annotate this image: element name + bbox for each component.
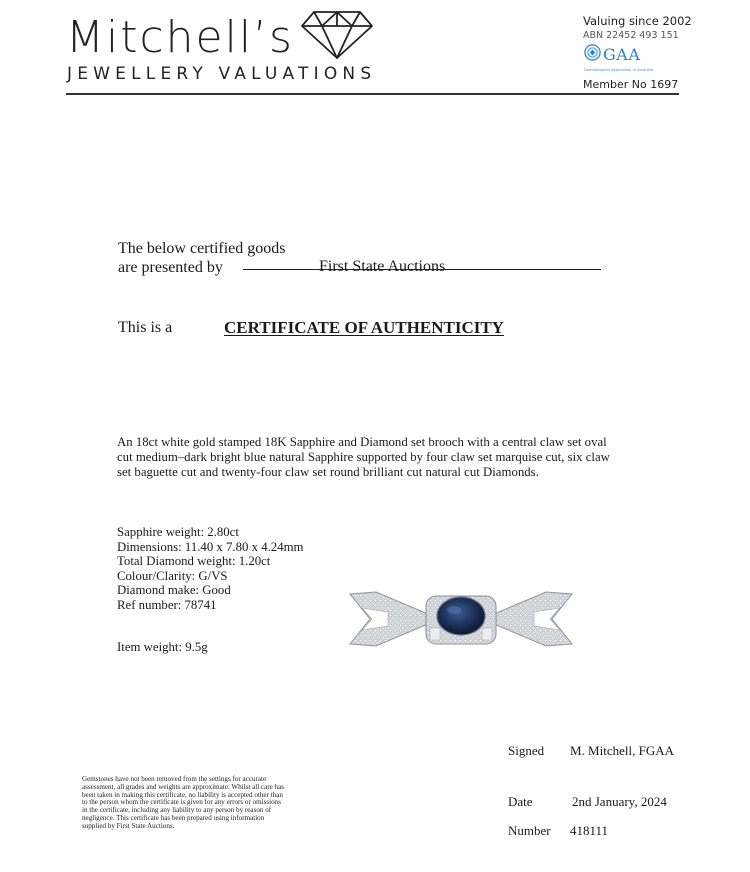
spec-list [117,525,304,613]
gaa-tagline: Gemmological Association of Australia [584,68,654,72]
certificate-prefix: This is a [118,319,173,336]
spec-sapphire-weight: Sapphire weight: 2.80ct [117,525,239,539]
intro-line-1: The below certified goods [118,240,286,257]
intro-line-2: are presented by [118,259,223,276]
date-label: Date [508,794,533,809]
gaa-label: GAA [603,45,641,64]
header-divider [66,93,679,95]
signed-label: Signed [508,743,545,758]
spec-ref-number: Ref number: 78741 [117,597,217,612]
item-description: An 18ct white gold stamped 18K Sapphire and Diamond set brooch with a central claw set oval cut medium–dark bright blue natural Sapphire supported by four claw set marquise cut, six claw set baguette cut and twenty-four claw set round brilliant cut natural cut Diamonds. [117,435,610,479]
signed-value: M. Mitchell, FGAA [570,743,674,758]
member-number: Member No 1697 [583,78,679,91]
brooch-image [348,588,574,650]
disclaimer-text: Gemstones have not been removed from the settings for accurate assessment, all grades and weights are approximate. Whilst all care has been taken in making this certificate, no liability is accepted other than to the person whom the certificate is given for any errors or omissions in the certificate, including any liability to any person by reason of negligence. This certificate has been prepared using information supplied by First State Auctions. [82,775,284,830]
spec-diamond-make: Diamond make: Good [117,583,231,598]
abn-number: ABN 22452 493 151 [583,30,679,41]
number-value: 418111 [570,823,609,838]
spec-dimensions: Dimensions: 11.40 x 7.80 x 4.24mm [117,539,304,554]
presenter-name: First State Auctions [319,258,446,275]
spec-colour-clarity: Colour/Clarity: G/VS [117,568,228,583]
brand-name: Mitchell’s [66,12,294,63]
date-value: 2nd January, 2024 [572,794,667,809]
item-weight: Item weight: 9.5g [117,640,208,654]
brand-subtitle: JEWELLERY VALUATIONS [67,64,377,84]
number-label: Number [508,823,551,838]
diamond-logo-icon [300,8,374,60]
valuing-since: Valuing since 2002 [583,14,692,28]
gaa-seal-icon [584,44,601,61]
certificate-title: CERTIFICATE OF AUTHENTICITY [224,318,504,337]
spec-diamond-weight: Total Diamond weight: 1.20ct [117,554,271,569]
